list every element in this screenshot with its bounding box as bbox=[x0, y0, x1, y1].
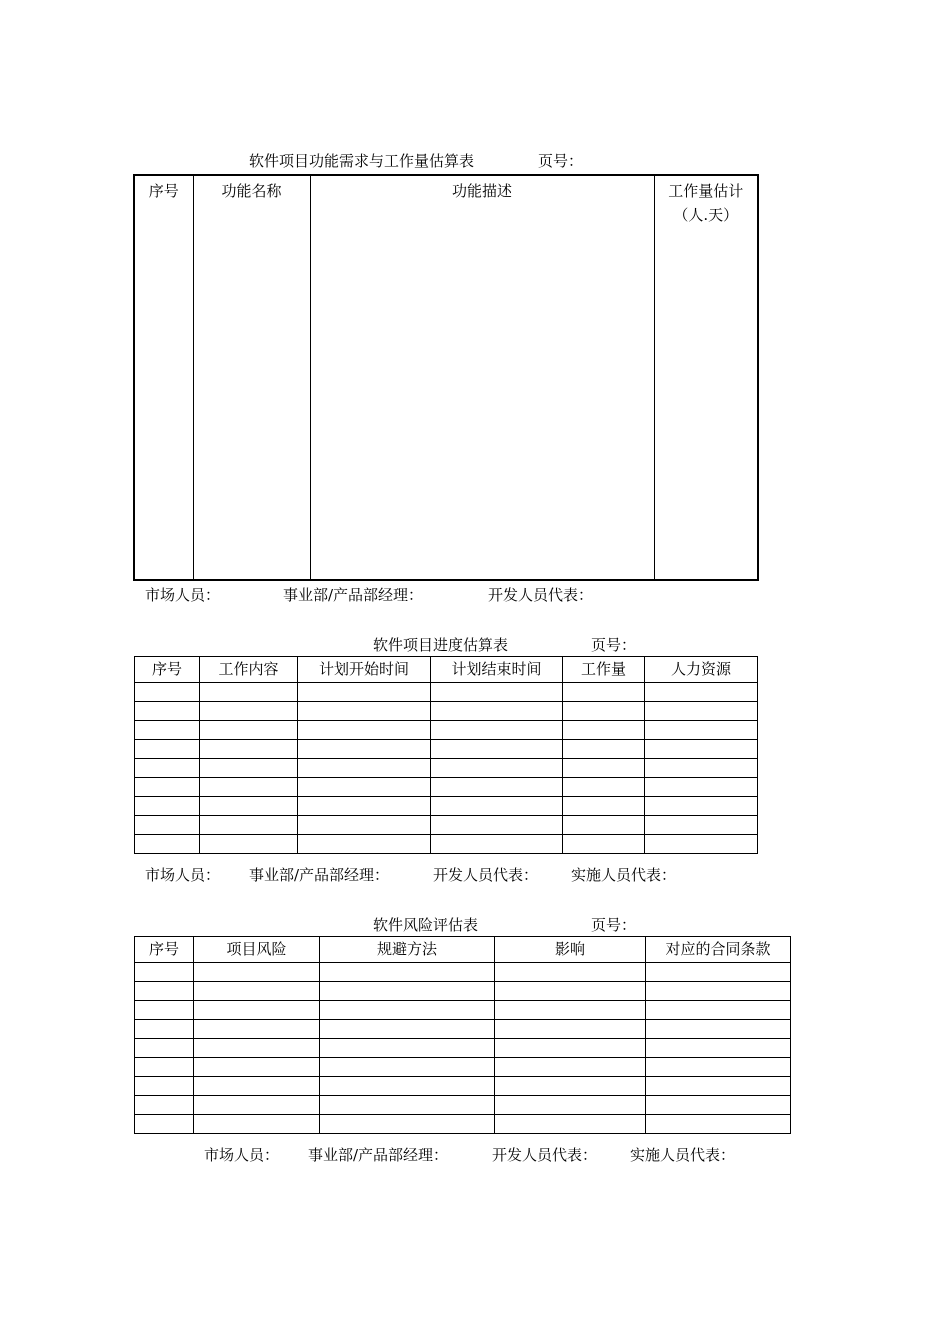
form1-page-label: 页号： bbox=[538, 152, 584, 170]
table-row[interactable] bbox=[135, 1020, 791, 1039]
header-cell-planned-end: 计划结束时间 bbox=[431, 657, 563, 683]
table-row[interactable] bbox=[135, 1115, 791, 1134]
table-header-row bbox=[135, 657, 758, 683]
header-cell-impact: 影响 bbox=[495, 937, 646, 963]
signature-market: 市场人员： bbox=[145, 866, 221, 884]
signature-developer: 开发人员代表： bbox=[488, 586, 594, 604]
header-cell-seq: 序号 bbox=[134, 175, 193, 580]
form1-title: 软件项目功能需求与工作量估算表 bbox=[249, 152, 475, 170]
header-cell-work-content: 工作内容 bbox=[200, 657, 298, 683]
header-cell-contract-clause: 对应的合同条款 bbox=[646, 937, 791, 963]
workload-estimate-label: 工作量估计 bbox=[668, 182, 744, 200]
header-cell-project-risk: 项目风险 bbox=[194, 937, 320, 963]
table-row[interactable] bbox=[135, 982, 791, 1001]
table-row[interactable] bbox=[135, 816, 758, 835]
requirements-workload-table bbox=[133, 174, 759, 581]
table-row[interactable] bbox=[135, 759, 758, 778]
risk-assessment-table bbox=[134, 936, 791, 1134]
table-row[interactable] bbox=[135, 721, 758, 740]
signature-department-manager: 事业部/产品部经理： bbox=[249, 866, 390, 884]
table-header-row bbox=[135, 937, 791, 963]
signature-developer: 开发人员代表： bbox=[492, 1146, 598, 1164]
workload-unit-label: （人.天） bbox=[673, 206, 739, 224]
header-cell-function-description: 功能描述 bbox=[310, 175, 654, 580]
table-row[interactable] bbox=[135, 835, 758, 854]
table-row[interactable] bbox=[135, 963, 791, 982]
header-cell-human-resources: 人力资源 bbox=[645, 657, 758, 683]
table-row[interactable] bbox=[135, 1077, 791, 1096]
table-row[interactable] bbox=[135, 1058, 791, 1077]
signature-department-manager: 事业部/产品部经理： bbox=[283, 586, 424, 604]
table-row[interactable] bbox=[135, 778, 758, 797]
form2-page-label: 页号： bbox=[591, 636, 637, 654]
header-cell-seq: 序号 bbox=[135, 937, 194, 963]
header-cell-function-name: 功能名称 bbox=[193, 175, 310, 580]
table-row[interactable] bbox=[135, 702, 758, 721]
header-cell-mitigation: 规避方法 bbox=[320, 937, 495, 963]
signature-department-manager: 事业部/产品部经理： bbox=[308, 1146, 449, 1164]
signature-market: 市场人员： bbox=[204, 1146, 280, 1164]
form2-title: 软件项目进度估算表 bbox=[373, 636, 509, 654]
table-row bbox=[134, 175, 758, 580]
header-cell-workload: 工作量 bbox=[563, 657, 645, 683]
table-row[interactable] bbox=[135, 1001, 791, 1020]
table-row[interactable] bbox=[135, 740, 758, 759]
header-cell-planned-start: 计划开始时间 bbox=[298, 657, 431, 683]
table-row[interactable] bbox=[135, 1096, 791, 1115]
signature-market: 市场人员： bbox=[145, 586, 221, 604]
header-cell-seq: 序号 bbox=[135, 657, 200, 683]
schedule-estimate-table bbox=[134, 656, 758, 854]
table-row[interactable] bbox=[135, 1039, 791, 1058]
header-cell-workload-estimate bbox=[654, 175, 758, 580]
signature-developer: 开发人员代表： bbox=[433, 866, 539, 884]
table-row[interactable] bbox=[135, 683, 758, 702]
form3-title: 软件风险评估表 bbox=[373, 916, 479, 934]
signature-implementer: 实施人员代表： bbox=[630, 1146, 736, 1164]
table-row[interactable] bbox=[135, 797, 758, 816]
signature-implementer: 实施人员代表： bbox=[571, 866, 677, 884]
form3-page-label: 页号： bbox=[591, 916, 637, 934]
